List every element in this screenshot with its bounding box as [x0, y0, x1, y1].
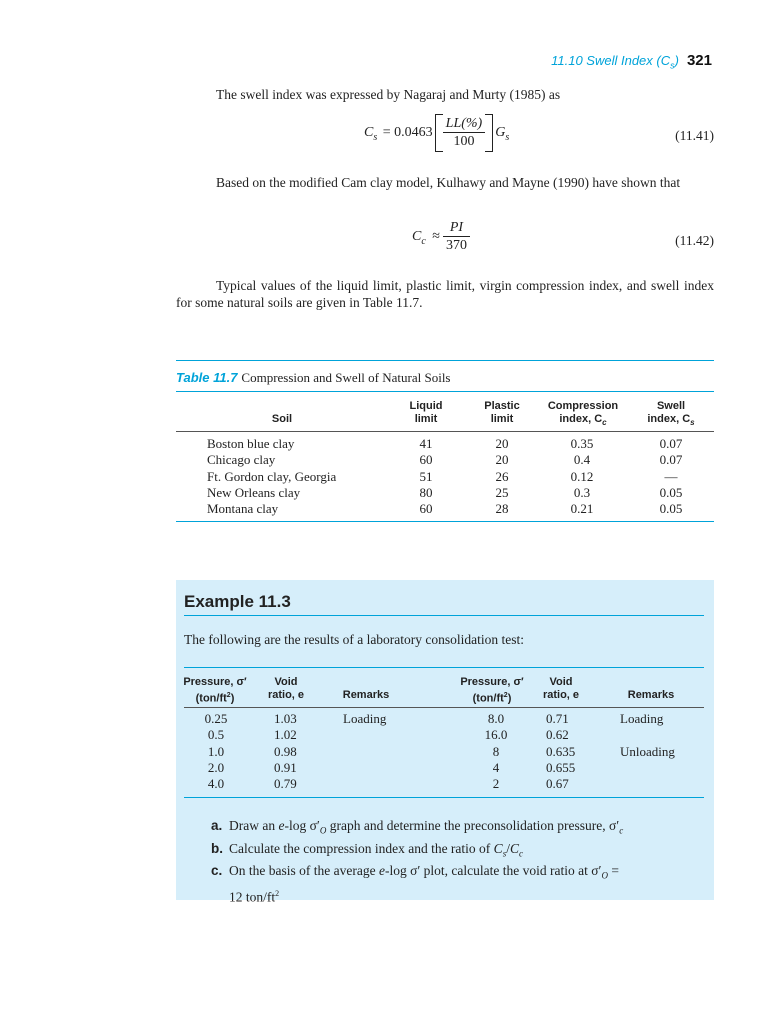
table-cell-pl: 26	[495, 468, 509, 484]
example-question-list	[211, 817, 681, 906]
example-cell-right-p: 16.0	[484, 727, 508, 743]
table-bottom-rule	[176, 521, 714, 522]
table-cell-ll: 80	[419, 484, 433, 500]
example-cell-left-p: 1.0	[207, 743, 225, 759]
table-header-rule	[176, 431, 714, 432]
table-cell-soil: Montana clay	[207, 501, 279, 517]
section-title: 11.10 Swell Index $(C_s)$	[551, 53, 679, 71]
question-c-continued: 12 ton/$ft^2$	[229, 889, 280, 905]
example-cell-right-r: Loading	[620, 711, 664, 726]
table-cell-cc: 0.3	[573, 484, 591, 500]
example-cell-left-r: Loading	[343, 711, 387, 726]
equation-number-11-42: (11.42)	[675, 233, 714, 248]
ex-header-void-right: Void ratio, e	[542, 676, 580, 701]
table-cell-ll: 51	[419, 468, 433, 484]
table-cell-cs: 0.05	[659, 484, 683, 500]
example-table-top-rule	[184, 667, 704, 668]
table-cell-pl: 20	[495, 436, 509, 451]
equation-11-42: $C_c$ ≈ $\frac{PI}{370}$	[412, 220, 470, 254]
paragraph-typical-values: Typical values of the liquid limit, plastic limit, virgin compression index, and swell index for some natural soils are given in Table 11.7.	[176, 278, 714, 310]
example-cell-right-e: 0.71	[546, 711, 569, 726]
example-cell-right-e: 0.655	[546, 759, 576, 775]
table-caption-rule	[176, 391, 714, 392]
example-cell-left-p: 4.0	[207, 776, 225, 792]
table-cell-soil: Boston blue clay	[207, 436, 295, 451]
example-cell-right-r: Unloading	[620, 743, 675, 759]
col-header-plastic-limit: Plastic limit	[484, 400, 520, 425]
table-cell-cs: 0.07	[659, 452, 683, 468]
example-cell-left-e: 1.03	[274, 711, 297, 726]
ex-header-pressure-right: Pressure, σ′ $(ton/ft^2)$	[460, 676, 524, 705]
running-header	[551, 52, 712, 71]
example-cell-left-e: 1.02	[274, 727, 297, 743]
example-cell-left-p: 2.0	[207, 759, 225, 775]
table-cell-pl: 28	[495, 501, 509, 517]
table-cell-pl: 25	[495, 484, 509, 500]
table-cell-soil: New Orleans clay	[207, 484, 301, 500]
col-header-liquid-limit: Liquid limit	[409, 400, 443, 425]
table-cell-ll: 60	[419, 501, 433, 517]
table-cell-cc: 0.4	[573, 452, 591, 468]
equation-number-11-41: (11.41)	[675, 128, 714, 143]
ex-header-remarks-right: Remarks	[627, 689, 675, 701]
ex-header-void-left: Void ratio, e	[267, 676, 305, 701]
example-cell-right-p: 8	[492, 743, 500, 759]
table-cell-ll: 60	[419, 452, 433, 468]
table-cell-soil: Chicago clay	[207, 452, 276, 468]
table-cell-cc: 0.12	[570, 468, 594, 484]
col-header-swell-index: Swell index, $C_s$	[647, 400, 695, 428]
table-cell-soil: Ft. Gordon clay, Georgia	[207, 468, 337, 484]
question-a: a. Draw an e-log $\sigma'_O$ graph and determine the preconsolidation pressure, $\sigma'_c$	[211, 818, 624, 836]
example-title: Example 11.3	[184, 592, 291, 611]
question-b: b. Calculate the compression index and the ratio of $C_s/C_c$	[211, 840, 523, 859]
example-cell-right-p: 8.0	[487, 711, 505, 726]
example-cell-right-p: 4	[492, 759, 500, 775]
page-number: 321	[686, 52, 712, 69]
col-header-compression-index: Compression index, $C_c$	[547, 400, 619, 428]
example-cell-right-e: 0.62	[546, 727, 569, 743]
example-cell-right-p: 2	[492, 776, 500, 792]
ex-header-pressure-left: Pressure, σ′ $(ton/ft^2)$	[183, 676, 247, 705]
paragraph-swell-index: The swell index was expressed by Nagaraj and Murty (1985) as	[216, 87, 561, 102]
question-c: c. On the basis of the average e-log σ′ plot, calculate the void ratio at $\sigma'_O$ =	[211, 863, 619, 882]
example-table-bottom-rule	[184, 797, 704, 798]
example-cell-right-e: 0.635	[546, 743, 576, 759]
paragraph-cam-clay: Based on the modified Cam clay model, Kulhawy and Mayne (1990) have shown that	[216, 175, 681, 190]
table-cell-ll: 41	[419, 436, 433, 451]
example-cell-left-p: 0.5	[207, 727, 225, 743]
example-cell-left-p: 0.25	[204, 711, 228, 726]
equation-11-41: $C_s = 0.0463$ $\frac{LL(\%)}{100}$ $G_s$	[364, 114, 509, 152]
table-cell-cs: 0.05	[659, 501, 683, 517]
ex-header-remarks-left: Remarks	[342, 689, 390, 701]
col-header-soil: Soil	[271, 413, 293, 425]
table-cell-cc: 0.21	[570, 501, 594, 517]
table-cell-cs: 0.07	[659, 436, 683, 451]
table-cell-cs: —	[664, 468, 678, 484]
example-cell-left-e: 0.79	[274, 776, 297, 792]
example-cell-left-e: 0.91	[274, 759, 297, 775]
example-intro: The following are the results of a laboratory consolidation test:	[184, 632, 525, 647]
example-cell-right-e: 0.67	[546, 776, 569, 792]
example-header-rule	[184, 707, 704, 708]
example-cell-left-e: 0.98	[274, 743, 297, 759]
table-top-rule	[176, 360, 714, 361]
table-cell-cc: 0.35	[570, 436, 594, 451]
table-cell-pl: 20	[495, 452, 509, 468]
table-caption: Table 11.7 Compression and Swell of Natural Soils	[176, 370, 451, 385]
example-title-rule	[184, 615, 704, 616]
